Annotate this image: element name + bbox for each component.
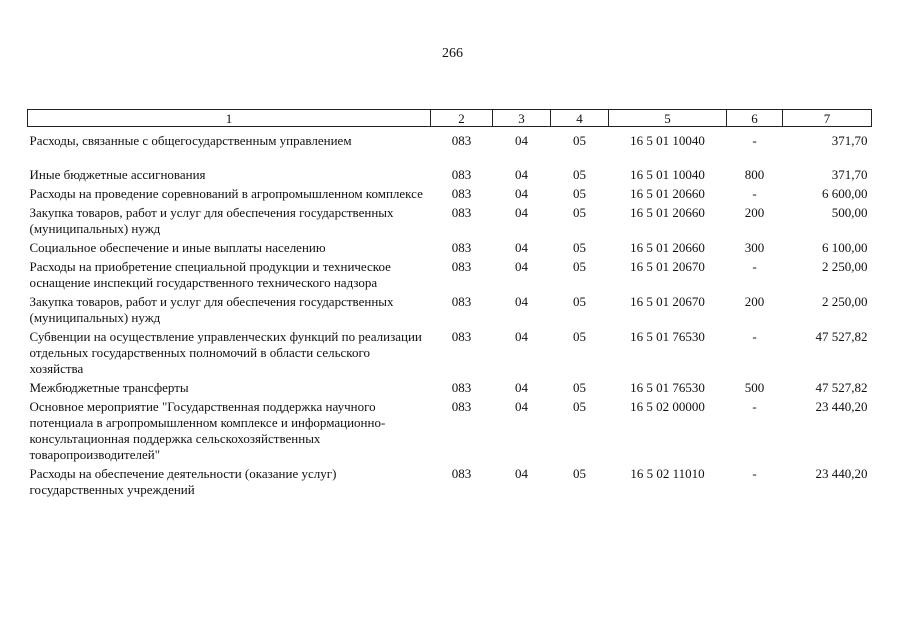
row-amount: 6 600,00 bbox=[822, 186, 868, 201]
row-ministry-code: 083 bbox=[451, 329, 472, 344]
table-row bbox=[28, 149, 872, 183]
row-amount: 23 440,20 bbox=[815, 466, 868, 481]
row-target-code: 16 5 01 20660 bbox=[630, 205, 705, 220]
row-target-code: 16 5 01 10040 bbox=[630, 133, 705, 148]
row-section-code: 04 bbox=[515, 380, 528, 395]
row-expense-type: 500 bbox=[744, 380, 765, 395]
row-ministry-code: 083 bbox=[451, 466, 472, 481]
row-expense-type: 300 bbox=[744, 240, 765, 255]
row-target-code: 16 5 01 76530 bbox=[630, 380, 705, 395]
row-name: Иные бюджетные ассигнования bbox=[29, 167, 206, 182]
row-section-code: 04 bbox=[515, 329, 528, 344]
row-section-code: 04 bbox=[515, 133, 528, 148]
column-header: 1 bbox=[28, 110, 431, 127]
row-amount: 500,00 bbox=[831, 205, 868, 220]
row-ministry-code: 083 bbox=[451, 259, 472, 274]
column-header: 4 bbox=[551, 110, 609, 127]
row-ministry-code: 083 bbox=[451, 399, 472, 414]
row-name: Закупка товаров, работ и услуг для обеспечения государственных (муниципальных) нужд bbox=[29, 294, 394, 325]
row-expense-type: - bbox=[752, 399, 757, 414]
row-expense-type: - bbox=[752, 133, 757, 148]
column-header: 5 bbox=[609, 110, 727, 127]
row-ministry-code: 083 bbox=[451, 294, 472, 309]
row-ministry-code: 083 bbox=[451, 240, 472, 255]
row-amount: 47 527,82 bbox=[815, 380, 868, 395]
table-row bbox=[28, 237, 872, 256]
table-row bbox=[28, 256, 872, 291]
row-expense-type: - bbox=[752, 466, 757, 481]
row-subsection-code: 05 bbox=[573, 294, 586, 309]
row-name: Расходы на проведение соревнований в агропромышленном комплексе bbox=[29, 186, 423, 201]
row-section-code: 04 bbox=[515, 205, 528, 220]
row-section-code: 04 bbox=[515, 186, 528, 201]
row-section-code: 04 bbox=[515, 294, 528, 309]
table-header bbox=[28, 110, 872, 127]
row-target-code: 16 5 01 20670 bbox=[630, 294, 705, 309]
row-target-code: 16 5 01 20660 bbox=[630, 186, 705, 201]
column-header: 3 bbox=[493, 110, 551, 127]
row-expense-type: - bbox=[752, 259, 757, 274]
row-expense-type: - bbox=[752, 329, 757, 344]
table-row bbox=[28, 183, 872, 202]
row-name: Закупка товаров, работ и услуг для обеспечения государственных (муниципальных) нужд bbox=[29, 205, 394, 236]
row-amount: 2 250,00 bbox=[822, 259, 868, 274]
row-amount: 371,70 bbox=[831, 133, 868, 148]
row-amount: 47 527,82 bbox=[815, 329, 868, 344]
row-expense-type: 800 bbox=[744, 167, 765, 182]
table-row bbox=[28, 326, 872, 377]
table-row bbox=[28, 202, 872, 237]
row-name: Субвенции на осуществление управленческих функций по реализации отдельных государственных полномочий в области сельского хозяйства bbox=[29, 329, 422, 376]
row-subsection-code: 05 bbox=[573, 466, 586, 481]
table-row bbox=[28, 291, 872, 326]
row-name: Основное мероприятие "Государственная поддержка научного потенциала в агропромышленном комплексе и информационно-консультационная поддержка сельскохозяйственных товаропроизводителей" bbox=[29, 399, 386, 462]
row-name: Расходы, связанные с общегосударственным управлением bbox=[29, 133, 352, 148]
header-row bbox=[28, 110, 872, 127]
table-row bbox=[28, 396, 872, 463]
row-subsection-code: 05 bbox=[573, 167, 586, 182]
table-row bbox=[28, 127, 872, 150]
row-target-code: 16 5 01 76530 bbox=[630, 329, 705, 344]
row-amount: 6 100,00 bbox=[822, 240, 868, 255]
row-amount: 371,70 bbox=[831, 167, 868, 182]
row-target-code: 16 5 02 11010 bbox=[630, 466, 705, 481]
row-subsection-code: 05 bbox=[573, 380, 586, 395]
row-ministry-code: 083 bbox=[451, 380, 472, 395]
column-header: 7 bbox=[783, 110, 872, 127]
row-expense-type: 200 bbox=[744, 205, 765, 220]
row-amount: 2 250,00 bbox=[822, 294, 868, 309]
row-target-code: 16 5 02 00000 bbox=[630, 399, 705, 414]
row-subsection-code: 05 bbox=[573, 205, 586, 220]
row-name: Социальное обеспечение и иные выплаты населению bbox=[29, 240, 326, 255]
column-header: 6 bbox=[727, 110, 783, 127]
row-section-code: 04 bbox=[515, 466, 528, 481]
row-target-code: 16 5 01 20660 bbox=[630, 240, 705, 255]
row-name: Межбюджетные трансферты bbox=[29, 380, 189, 395]
row-ministry-code: 083 bbox=[451, 186, 472, 201]
row-subsection-code: 05 bbox=[573, 240, 586, 255]
column-header: 2 bbox=[431, 110, 493, 127]
row-expense-type: 200 bbox=[744, 294, 765, 309]
row-section-code: 04 bbox=[515, 399, 528, 414]
row-section-code: 04 bbox=[515, 259, 528, 274]
row-ministry-code: 083 bbox=[451, 167, 472, 182]
table-body bbox=[28, 127, 872, 499]
row-target-code: 16 5 01 20670 bbox=[630, 259, 705, 274]
budget-table bbox=[27, 109, 872, 498]
row-section-code: 04 bbox=[515, 240, 528, 255]
row-subsection-code: 05 bbox=[573, 133, 586, 148]
row-subsection-code: 05 bbox=[573, 259, 586, 274]
row-expense-type: - bbox=[752, 186, 757, 201]
row-ministry-code: 083 bbox=[451, 205, 472, 220]
table-row bbox=[28, 463, 872, 498]
row-name: Расходы на обеспечение деятельности (оказание услуг) государственных учреждений bbox=[29, 466, 337, 497]
row-section-code: 04 bbox=[515, 167, 528, 182]
row-target-code: 16 5 01 10040 bbox=[630, 167, 705, 182]
row-ministry-code: 083 bbox=[451, 133, 472, 148]
table-row bbox=[28, 377, 872, 396]
row-subsection-code: 05 bbox=[573, 399, 586, 414]
row-subsection-code: 05 bbox=[573, 186, 586, 201]
page-number: 266 bbox=[442, 46, 463, 61]
row-amount: 23 440,20 bbox=[815, 399, 868, 414]
row-name: Расходы на приобретение специальной продукции и техническое оснащение инспекций государственного технического надзора bbox=[29, 259, 391, 290]
row-subsection-code: 05 bbox=[573, 329, 586, 344]
